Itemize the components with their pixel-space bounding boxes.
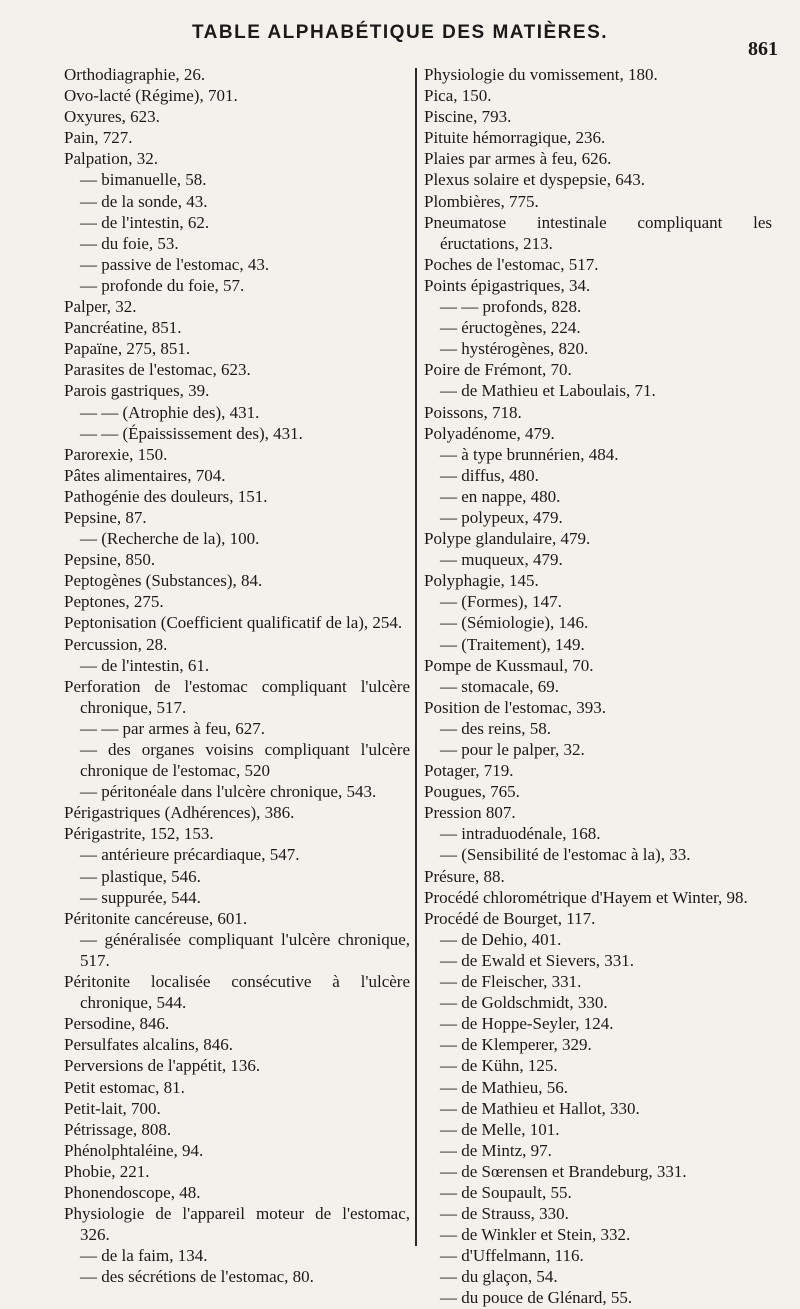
index-entry: Plaies par armes à feu, 626. [424,149,612,169]
index-entry: Perforation de l'estomac compliquant l'ulcère chronique, 517. [64,676,410,717]
index-subentry: — du glaçon, 54. [440,1267,558,1287]
index-entry: Polyadénome, 479. [424,423,555,443]
index-subentry: — de Melle, 101. [440,1119,560,1139]
index-entry: Ovo-lacté (Régime), 701. [64,86,238,106]
index-subentry: — — (Épaississement des), 431. [80,423,303,443]
index-entry: Percussion, 28. [64,634,168,654]
index-entry: Palper, 32. [64,297,137,317]
index-subentry: — pour le palper, 32. [440,740,585,759]
index-entry: Perversions de l'appétit, 136. [64,1056,261,1076]
index-entry: Poire de Frémont, 70. [424,360,572,380]
index-subentry: — passive de l'estomac, 43. [80,254,270,274]
index-entry: Plombières, 775. [424,191,539,211]
running-title: TABLE ALPHABÉTIQUE DES MATIÈRES. [191,22,609,43]
index-subentry: — muqueux, 479. [440,550,563,570]
index-entry: Périgastriques (Adhérences), 386. [64,803,295,823]
index-entry: Polyphagie, 145. [424,571,539,591]
index-subentry: — plastique, 546. [80,866,201,886]
index-entry: Périgastrite, 152, 153. [64,824,214,844]
index-entry: Physiologie du vomissement, 180. [424,65,658,84]
index-subentry: — de Strauss, 330. [440,1204,569,1224]
index-entry: Présure, 88. [424,866,505,886]
index-subentry: — de Mathieu et Hallot, 330. [440,1098,640,1118]
index-subentry: — de Kühn, 125. [440,1056,558,1076]
index-entry: Pica, 150. [424,86,492,106]
index-entry: Petit-lait, 700. [64,1098,161,1118]
index-entry: Péritonite cancéreuse, 601. [64,908,248,928]
index-entry: Phobie, 221. [64,1161,150,1181]
index-entry: Pain, 727. [64,128,133,148]
index-subentry: — (Formes), 147. [440,592,562,612]
index-subentry: — (Recherche de la), 100. [80,529,260,549]
index-entry: Position de l'estomac, 393. [424,697,607,717]
index-subentry: — — (Atrophie des), 431. [80,402,260,422]
index-subentry: — de l'intestin, 61. [80,655,210,675]
index-entry: Papaïne, 275, 851. [64,339,191,359]
index-entry: Pituite hémorragique, 236. [424,128,606,148]
index-subentry: — intraduodénale, 168. [440,824,601,844]
index-entry: Petit estomac, 81. [64,1077,185,1097]
index-entry: Pathogénie des douleurs, 151. [64,486,268,506]
index-subentry: — de Mathieu, 56. [440,1077,568,1097]
index-subentry: — suppurée, 544. [80,887,201,907]
index-entry: Oxyures, 623. [64,107,160,127]
index-entry: Procédé de Bourget, 117. [424,908,596,928]
index-subentry: — péritonéale dans l'ulcère chronique, 543. [80,782,377,802]
index-subentry: — des sécrétions de l'estomac, 80. [80,1267,314,1287]
index-entry: Pneumatose intestinale compliquant les éructations, 213. [424,212,772,253]
index-subentry: — de Fleischer, 331. [440,972,582,992]
index-entry: Polype glandulaire, 479. [424,529,591,549]
index-subentry: — du pouce de Glénard, 55. [440,1288,633,1308]
index-subentry: — d'Uffelmann, 116. [440,1246,584,1266]
index-entry: Plexus solaire et dyspepsie, 643. [424,170,645,190]
index-entry: Points épigastriques, 34. [424,275,591,295]
column-divider [415,68,417,1246]
index-subentry: — (Sémiologie), 146. [440,613,589,633]
index-entry: Parorexie, 150. [64,444,168,464]
index-subentry: — de Mintz, 97. [440,1140,552,1160]
index-entry: Poches de l'estomac, 517. [424,254,599,274]
index-subentry: — de Hoppe-Seyler, 124. [440,1014,614,1034]
right-column [424,64,772,1309]
index-entry: Pepsine, 850. [64,550,156,570]
index-subentry: — — par armes à feu, 627. [80,718,266,738]
index-subentry: — du foie, 53. [80,233,179,253]
index-subentry: — de Ewald et Sievers, 331. [440,950,635,970]
index-subentry: — hystérogènes, 820. [440,339,589,359]
index-entry: Pepsine, 87. [64,507,147,527]
index-subentry: — diffus, 480. [440,465,539,485]
index-subentry: — de l'intestin, 62. [80,212,210,232]
index-subentry: — des reins, 58. [440,718,551,738]
index-subentry: — de Mathieu et Laboulais, 71. [440,381,656,401]
index-subentry: — (Traitement), 149. [440,634,585,654]
index-entry: Potager, 719. [424,761,514,781]
index-subentry: — de Goldschmidt, 330. [440,993,608,1013]
index-entry: Palpation, 32. [64,149,158,169]
index-subentry: — polypeux, 479. [440,507,563,527]
index-entry: Orthodiagraphie, 26. [64,65,206,84]
index-subentry: — (Sensibilité de l'estomac à la), 33. [440,845,691,865]
index-subentry: — antérieure précardiaque, 547. [80,845,300,865]
index-entry: Parois gastriques, 39. [64,381,210,401]
index-entry: Peptogènes (Substances), 84. [64,571,263,591]
index-subentry: — stomacale, 69. [440,676,559,696]
index-entry: Pâtes alimentaires, 704. [64,465,226,485]
index-entry: Physiologie de l'appareil moteur de l'estomac, 326. [64,1204,410,1245]
index-entry: Pompe de Kussmaul, 70. [424,655,594,675]
index-entry: Persodine, 846. [64,1014,170,1034]
index-entry: Phénolphtaléine, 94. [64,1140,204,1160]
left-column [64,64,410,1287]
index-subentry: — de Sœrensen et Brandeburg, 331. [440,1161,687,1181]
index-subentry: — profonde du foie, 57. [80,275,245,295]
index-entry: Phonendoscope, 48. [64,1182,201,1202]
index-subentry: — de la faim, 134. [80,1246,208,1266]
index-subentry: — en nappe, 480. [440,486,561,506]
page-number: 861 [748,38,778,60]
index-entry: Piscine, 793. [424,107,512,127]
index-subentry: — à type brunnérien, 484. [440,444,619,464]
index-subentry: — généralisée compliquant l'ulcère chronique, 517. [80,929,410,970]
index-entry: Pancréatine, 851. [64,318,182,338]
index-entry: Peptones, 275. [64,592,164,612]
index-subentry: — éructogènes, 224. [440,318,581,338]
index-subentry: — de Winkler et Stein, 332. [440,1225,631,1245]
index-entry: Pougues, 765. [424,782,520,802]
index-entry: Péritonite localisée consécutive à l'ulcère chronique, 544. [64,972,410,1013]
index-subentry: — de la sonde, 43. [80,191,208,211]
index-subentry: — — profonds, 828. [440,297,582,317]
index-entry: Persulfates alcalins, 846. [64,1035,234,1055]
index-entry: Peptonisation (Coefficient qualificatif de la), 254. [64,613,403,633]
index-entry: Procédé chlorométrique d'Hayem et Winter, 98. [424,887,748,907]
index-subentry: — bimanuelle, 58. [80,170,207,190]
index-subentry: — de Dehio, 401. [440,929,562,949]
index-entry: Pétrissage, 808. [64,1119,172,1139]
index-subentry: — de Soupault, 55. [440,1182,572,1202]
index-subentry: — de Klemperer, 329. [440,1035,592,1055]
index-entry: Parasites de l'estomac, 623. [64,360,251,380]
index-entry: Pression 807. [424,803,516,823]
index-subentry: — des organes voisins compliquant l'ulcère chronique de l'estomac, 520 [80,740,410,781]
index-entry: Poissons, 718. [424,402,522,422]
